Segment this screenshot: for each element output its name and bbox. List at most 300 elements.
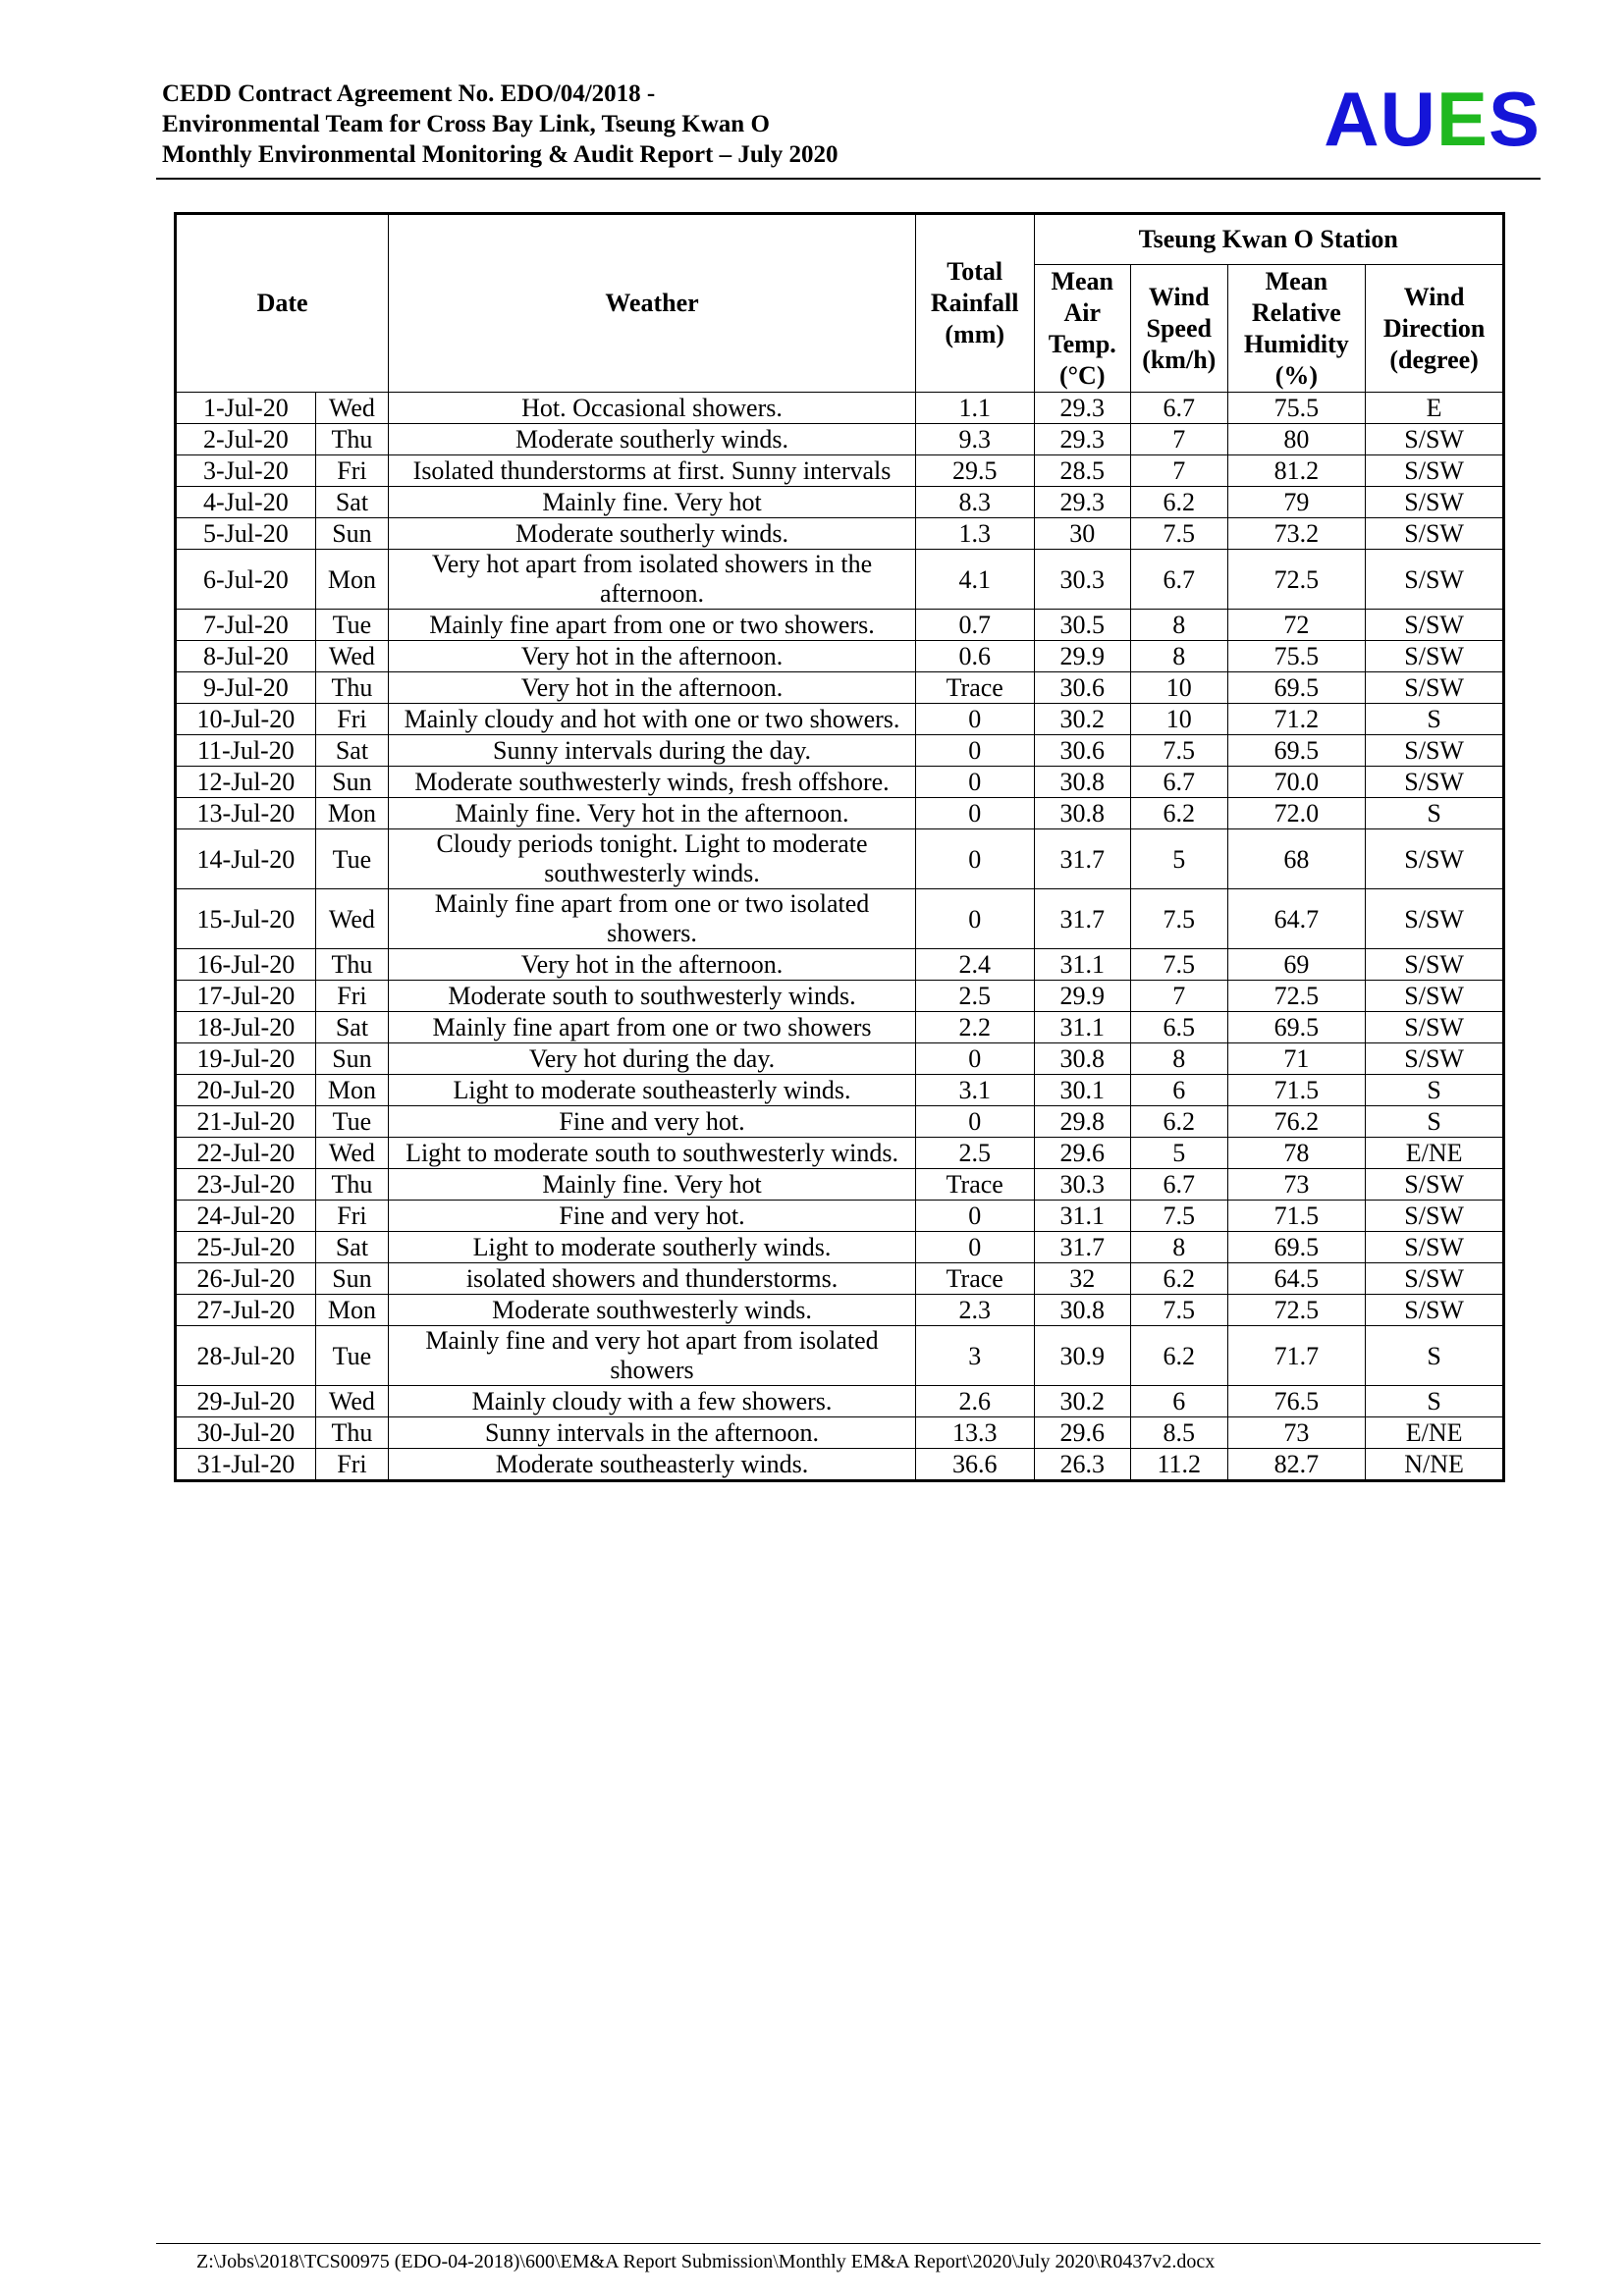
wind-direction-cell: S/SW — [1366, 767, 1504, 798]
wind-direction-cell: S/SW — [1366, 829, 1504, 889]
table-row — [176, 1075, 1504, 1106]
rainfall-cell: Trace — [915, 1263, 1034, 1295]
temp-cell: 31.1 — [1034, 1012, 1131, 1043]
table-row — [176, 1417, 1504, 1449]
humidity-cell: 81.2 — [1227, 455, 1366, 487]
day-cell: Sun — [315, 1043, 388, 1075]
wind-direction-cell: S/SW — [1366, 735, 1504, 767]
date-cell: 10-Jul-20 — [176, 704, 316, 735]
temp-cell: 29.3 — [1034, 487, 1131, 518]
date-cell: 28-Jul-20 — [176, 1326, 316, 1386]
temp-cell: 30.8 — [1034, 798, 1131, 829]
header-line: Wind — [1148, 282, 1210, 311]
humidity-cell: 72.5 — [1227, 550, 1366, 610]
table-row — [176, 641, 1504, 672]
header-line: Temp. — [1048, 329, 1116, 358]
header-line: (°C) — [1059, 360, 1106, 390]
table-row — [176, 1295, 1504, 1326]
date-cell: 3-Jul-20 — [176, 455, 316, 487]
wind-speed-cell: 7.5 — [1131, 1295, 1228, 1326]
date-cell: 18-Jul-20 — [176, 1012, 316, 1043]
wind-speed-cell: 6.7 — [1131, 393, 1228, 424]
weather-cell: isolated showers and thunderstorms. — [389, 1263, 916, 1295]
rainfall-cell: 0 — [915, 704, 1034, 735]
wind-direction-cell: E/NE — [1366, 1417, 1504, 1449]
table-row — [176, 1012, 1504, 1043]
wind-speed-cell: 5 — [1131, 829, 1228, 889]
wind-direction-cell: S — [1366, 798, 1504, 829]
humidity-cell: 71.5 — [1227, 1075, 1366, 1106]
date-cell: 5-Jul-20 — [176, 518, 316, 550]
header-title-block — [162, 79, 838, 170]
wind-speed-cell: 8 — [1131, 641, 1228, 672]
wind-direction-cell: S/SW — [1366, 518, 1504, 550]
logo-letter: E — [1435, 76, 1489, 162]
wind-speed-cell: 8 — [1131, 1232, 1228, 1263]
wind-direction-cell: S/SW — [1366, 672, 1504, 704]
date-cell: 15-Jul-20 — [176, 889, 316, 949]
table-row — [176, 704, 1504, 735]
day-cell: Sat — [315, 735, 388, 767]
table-row — [176, 610, 1504, 641]
humidity-cell: 76.5 — [1227, 1386, 1366, 1417]
temp-cell: 26.3 — [1034, 1449, 1131, 1481]
weather-cell: Mainly fine apart from one or two showers — [389, 1012, 916, 1043]
table-row — [176, 1169, 1504, 1201]
wind-direction-cell: S/SW — [1366, 1295, 1504, 1326]
table-row — [176, 981, 1504, 1012]
humidity-cell: 69.5 — [1227, 672, 1366, 704]
weather-cell: Mainly fine and very hot apart from isolated showers — [389, 1326, 916, 1386]
temp-cell: 30.6 — [1034, 672, 1131, 704]
wind-speed-cell: 7.5 — [1131, 518, 1228, 550]
date-cell: 21-Jul-20 — [176, 1106, 316, 1138]
humidity-cell: 64.5 — [1227, 1263, 1366, 1295]
weather-cell: Mainly cloudy and hot with one or two showers. — [389, 704, 916, 735]
humidity-cell: 78 — [1227, 1138, 1366, 1169]
weather-cell: Moderate southwesterly winds, fresh offshore. — [389, 767, 916, 798]
station-header: Tseung Kwan O Station — [1034, 214, 1504, 265]
day-cell: Thu — [315, 424, 388, 455]
humidity-cell: 72.5 — [1227, 981, 1366, 1012]
temp-cell: 30.6 — [1034, 735, 1131, 767]
rainfall-cell: 0 — [915, 735, 1034, 767]
table-row — [176, 487, 1504, 518]
day-cell: Thu — [315, 672, 388, 704]
logo-letter: U — [1380, 76, 1436, 162]
wind-direction-cell: S/SW — [1366, 949, 1504, 981]
temp-cell: 29.6 — [1034, 1138, 1131, 1169]
temp-cell: 32 — [1034, 1263, 1131, 1295]
date-cell: 8-Jul-20 — [176, 641, 316, 672]
wind-speed-cell: 6.5 — [1131, 1012, 1228, 1043]
table-row — [176, 1106, 1504, 1138]
rainfall-cell: Trace — [915, 1169, 1034, 1201]
date-cell: 7-Jul-20 — [176, 610, 316, 641]
weather-cell: Fine and very hot. — [389, 1201, 916, 1232]
header-line: (km/h) — [1142, 345, 1217, 374]
humidity-cell: 73.2 — [1227, 518, 1366, 550]
weather-cell: Moderate southerly winds. — [389, 424, 916, 455]
humidity-cell: 68 — [1227, 829, 1366, 889]
wind-direction-cell: S/SW — [1366, 1232, 1504, 1263]
table-row — [176, 889, 1504, 949]
humidity-cell: 76.2 — [1227, 1106, 1366, 1138]
weather-cell: Moderate southwesterly winds. — [389, 1295, 916, 1326]
table-row — [176, 455, 1504, 487]
weather-cell: Fine and very hot. — [389, 1106, 916, 1138]
day-cell: Sat — [315, 1012, 388, 1043]
footer-divider — [156, 2243, 1541, 2244]
wind-direction-cell: S — [1366, 1326, 1504, 1386]
weather-cell: Very hot in the afternoon. — [389, 672, 916, 704]
humidity-cell: 72.5 — [1227, 1295, 1366, 1326]
wind-direction-cell: S/SW — [1366, 610, 1504, 641]
day-cell: Wed — [315, 393, 388, 424]
date-cell: 16-Jul-20 — [176, 949, 316, 981]
temp-cell: 29.9 — [1034, 981, 1131, 1012]
date-cell: 19-Jul-20 — [176, 1043, 316, 1075]
table-row — [176, 949, 1504, 981]
rainfall-cell: 0 — [915, 767, 1034, 798]
wind-direction-cell: S/SW — [1366, 1012, 1504, 1043]
rainfall-cell: 3.1 — [915, 1075, 1034, 1106]
humidity-cell: 72.0 — [1227, 798, 1366, 829]
day-cell: Mon — [315, 1295, 388, 1326]
rainfall-cell: 29.5 — [915, 455, 1034, 487]
temp-cell: 30.5 — [1034, 610, 1131, 641]
table-row — [176, 767, 1504, 798]
temp-cell: 30.3 — [1034, 1169, 1131, 1201]
rainfall-cell: 0 — [915, 889, 1034, 949]
header-line: Humidity — [1243, 329, 1349, 358]
weather-cell: Moderate southerly winds. — [389, 518, 916, 550]
rainfall-cell: 0 — [915, 798, 1034, 829]
weather-cell: Cloudy periods tonight. Light to moderate southwesterly winds. — [389, 829, 916, 889]
date-cell: 11-Jul-20 — [176, 735, 316, 767]
humidity-cell: 75.5 — [1227, 641, 1366, 672]
table-row — [176, 1232, 1504, 1263]
page-header — [156, 76, 1541, 177]
day-cell: Wed — [315, 889, 388, 949]
table-row — [176, 424, 1504, 455]
date-cell: 23-Jul-20 — [176, 1169, 316, 1201]
wind-direction-cell: S/SW — [1366, 889, 1504, 949]
weather-cell: Mainly fine. Very hot — [389, 1169, 916, 1201]
wind-direction-cell: S/SW — [1366, 1169, 1504, 1201]
humidity-cell: 73 — [1227, 1417, 1366, 1449]
wind-direction-header — [1366, 265, 1504, 393]
temp-cell: 29.8 — [1034, 1106, 1131, 1138]
wind-speed-cell: 8 — [1131, 1043, 1228, 1075]
table-row — [176, 1138, 1504, 1169]
wind-direction-cell: S — [1366, 1106, 1504, 1138]
rainfall-cell: Trace — [915, 672, 1034, 704]
table-row — [176, 672, 1504, 704]
wind-direction-cell: S/SW — [1366, 1043, 1504, 1075]
wind-direction-cell: E/NE — [1366, 1138, 1504, 1169]
humidity-cell: 69.5 — [1227, 1012, 1366, 1043]
day-cell: Fri — [315, 455, 388, 487]
date-cell: 26-Jul-20 — [176, 1263, 316, 1295]
rainfall-header — [915, 214, 1034, 393]
wind-speed-cell: 6.2 — [1131, 798, 1228, 829]
temp-cell: 29.3 — [1034, 393, 1131, 424]
wind-direction-cell: S/SW — [1366, 487, 1504, 518]
file-path-footer: Z:\Jobs\2018\TCS00975 (EDO-04-2018)\600\EM&A Report Submission\Monthly EM&A Report\2020\July 2020\R0437v2.docx — [196, 2251, 1216, 2272]
day-cell: Wed — [315, 1386, 388, 1417]
humidity-cell: 75.5 — [1227, 393, 1366, 424]
temp-cell: 30.2 — [1034, 1386, 1131, 1417]
header-line: Relative — [1251, 297, 1341, 327]
wind-speed-cell: 7 — [1131, 981, 1228, 1012]
table-row — [176, 1449, 1504, 1481]
rainfall-cell: 3 — [915, 1326, 1034, 1386]
day-cell: Tue — [315, 610, 388, 641]
day-cell: Tue — [315, 1326, 388, 1386]
header-line: Mean — [1265, 266, 1328, 295]
weather-cell: Light to moderate southeasterly winds. — [389, 1075, 916, 1106]
table-row — [176, 735, 1504, 767]
wind-direction-cell: S/SW — [1366, 1263, 1504, 1295]
date-cell: 2-Jul-20 — [176, 424, 316, 455]
rainfall-cell: 0.6 — [915, 641, 1034, 672]
header-line: Total — [947, 257, 1003, 286]
day-cell: Sun — [315, 518, 388, 550]
wind-speed-cell: 6.2 — [1131, 1106, 1228, 1138]
table-row — [176, 1386, 1504, 1417]
rainfall-cell: 0 — [915, 1106, 1034, 1138]
day-cell: Tue — [315, 1106, 388, 1138]
date-cell: 6-Jul-20 — [176, 550, 316, 610]
date-cell: 29-Jul-20 — [176, 1386, 316, 1417]
wind-direction-cell: N/NE — [1366, 1449, 1504, 1481]
date-cell: 1-Jul-20 — [176, 393, 316, 424]
humidity-cell: 82.7 — [1227, 1449, 1366, 1481]
header-line: Air — [1063, 297, 1102, 327]
table-row — [176, 1201, 1504, 1232]
wind-speed-header — [1131, 265, 1228, 393]
rainfall-cell: 0 — [915, 1232, 1034, 1263]
weather-cell: Isolated thunderstorms at first. Sunny intervals — [389, 455, 916, 487]
wind-speed-cell: 7.5 — [1131, 949, 1228, 981]
humidity-cell: 71.2 — [1227, 704, 1366, 735]
table-row — [176, 829, 1504, 889]
rainfall-cell: 2.5 — [915, 981, 1034, 1012]
wind-speed-cell: 6 — [1131, 1075, 1228, 1106]
temp-cell: 30.3 — [1034, 550, 1131, 610]
day-cell: Thu — [315, 1417, 388, 1449]
temp-cell: 30.8 — [1034, 767, 1131, 798]
wind-direction-cell: S/SW — [1366, 981, 1504, 1012]
header-line: Wind — [1403, 282, 1465, 311]
report-line: Monthly Environmental Monitoring & Audit Report – July 2020 — [162, 141, 839, 168]
humidity-cell: 69.5 — [1227, 1232, 1366, 1263]
wind-direction-cell: S — [1366, 1386, 1504, 1417]
project-line: Environmental Team for Cross Bay Link, Tseung Kwan O — [162, 111, 770, 137]
weather-cell: Mainly cloudy with a few showers. — [389, 1386, 916, 1417]
header-line: (mm) — [945, 320, 1005, 348]
wind-speed-cell: 7.5 — [1131, 1201, 1228, 1232]
day-cell: Sun — [315, 767, 388, 798]
day-cell: Fri — [315, 1449, 388, 1481]
wind-speed-cell: 6.2 — [1131, 1263, 1228, 1295]
weather-cell: Very hot apart from isolated showers in the afternoon. — [389, 550, 916, 610]
weather-cell: Very hot in the afternoon. — [389, 641, 916, 672]
temp-header — [1034, 265, 1131, 393]
aues-logo — [1324, 76, 1541, 162]
weather-table-body — [176, 393, 1504, 1481]
weather-cell: Sunny intervals in the afternoon. — [389, 1417, 916, 1449]
header-line: (degree) — [1389, 345, 1479, 374]
temp-cell: 29.9 — [1034, 641, 1131, 672]
day-cell: Wed — [315, 641, 388, 672]
temp-cell: 31.1 — [1034, 1201, 1131, 1232]
header-line: Rainfall — [930, 289, 1019, 317]
temp-cell: 30 — [1034, 518, 1131, 550]
humidity-cell: 79 — [1227, 487, 1366, 518]
date-cell: 12-Jul-20 — [176, 767, 316, 798]
temp-cell: 31.1 — [1034, 949, 1131, 981]
temp-cell: 30.8 — [1034, 1043, 1131, 1075]
date-cell: 17-Jul-20 — [176, 981, 316, 1012]
rainfall-cell: 2.5 — [915, 1138, 1034, 1169]
temp-cell: 30.2 — [1034, 704, 1131, 735]
date-cell: 30-Jul-20 — [176, 1417, 316, 1449]
humidity-cell: 71.7 — [1227, 1326, 1366, 1386]
table-row — [176, 393, 1504, 424]
wind-speed-cell: 10 — [1131, 704, 1228, 735]
date-cell: 4-Jul-20 — [176, 487, 316, 518]
date-cell: 25-Jul-20 — [176, 1232, 316, 1263]
header-line: Mean — [1051, 266, 1114, 295]
table-row — [176, 518, 1504, 550]
wind-speed-cell: 8 — [1131, 610, 1228, 641]
humidity-cell: 80 — [1227, 424, 1366, 455]
rainfall-cell: 1.3 — [915, 518, 1034, 550]
date-cell: 31-Jul-20 — [176, 1449, 316, 1481]
weather-table — [174, 212, 1505, 1482]
day-cell: Mon — [315, 1075, 388, 1106]
contract-line: CEDD Contract Agreement No. EDO/04/2018 - — [162, 80, 656, 107]
day-cell: Sat — [315, 1232, 388, 1263]
table-row — [176, 1263, 1504, 1295]
humidity-cell: 69.5 — [1227, 735, 1366, 767]
humidity-cell: 71.5 — [1227, 1201, 1366, 1232]
rainfall-cell: 9.3 — [915, 424, 1034, 455]
day-cell: Thu — [315, 1169, 388, 1201]
humidity-cell: 71 — [1227, 1043, 1366, 1075]
temp-cell: 31.7 — [1034, 1232, 1131, 1263]
day-cell: Mon — [315, 798, 388, 829]
temp-cell: 29.3 — [1034, 424, 1131, 455]
day-cell: Fri — [315, 704, 388, 735]
rainfall-cell: 4.1 — [915, 550, 1034, 610]
weather-cell: Mainly fine. Very hot — [389, 487, 916, 518]
date-cell: 13-Jul-20 — [176, 798, 316, 829]
weather-cell: Sunny intervals during the day. — [389, 735, 916, 767]
date-cell: 20-Jul-20 — [176, 1075, 316, 1106]
humidity-cell: 69 — [1227, 949, 1366, 981]
table-row — [176, 550, 1504, 610]
temp-cell: 30.8 — [1034, 1295, 1131, 1326]
rainfall-cell: 0.7 — [915, 610, 1034, 641]
logo-letter: S — [1488, 76, 1541, 162]
weather-cell: Moderate southeasterly winds. — [389, 1449, 916, 1481]
rainfall-cell: 0 — [915, 1043, 1034, 1075]
weather-cell: Very hot in the afternoon. — [389, 949, 916, 981]
rainfall-cell: 2.4 — [915, 949, 1034, 981]
rainfall-cell: 8.3 — [915, 487, 1034, 518]
day-cell: Mon — [315, 550, 388, 610]
header-line: (%) — [1274, 360, 1319, 390]
date-header: Date — [176, 214, 389, 393]
humidity-header — [1227, 265, 1366, 393]
wind-speed-cell: 7.5 — [1131, 889, 1228, 949]
header-line: Speed — [1146, 313, 1212, 343]
table-row — [176, 1043, 1504, 1075]
wind-speed-cell: 6.7 — [1131, 767, 1228, 798]
wind-speed-cell: 10 — [1131, 672, 1228, 704]
date-cell: 27-Jul-20 — [176, 1295, 316, 1326]
rainfall-cell: 2.2 — [915, 1012, 1034, 1043]
wind-speed-cell: 6.2 — [1131, 1326, 1228, 1386]
day-cell: Sat — [315, 487, 388, 518]
rainfall-cell: 1.1 — [915, 393, 1034, 424]
weather-cell: Mainly fine apart from one or two showers. — [389, 610, 916, 641]
rainfall-cell: 0 — [915, 1201, 1034, 1232]
wind-direction-cell: S/SW — [1366, 1201, 1504, 1232]
wind-speed-cell: 6.7 — [1131, 1169, 1228, 1201]
weather-cell: Very hot during the day. — [389, 1043, 916, 1075]
date-cell: 9-Jul-20 — [176, 672, 316, 704]
humidity-cell: 72 — [1227, 610, 1366, 641]
wind-speed-cell: 11.2 — [1131, 1449, 1228, 1481]
rainfall-cell: 0 — [915, 829, 1034, 889]
rainfall-cell: 2.6 — [915, 1386, 1034, 1417]
wind-speed-cell: 7.5 — [1131, 735, 1228, 767]
date-cell: 14-Jul-20 — [176, 829, 316, 889]
date-cell: 24-Jul-20 — [176, 1201, 316, 1232]
wind-speed-cell: 7 — [1131, 455, 1228, 487]
day-cell: Tue — [315, 829, 388, 889]
temp-cell: 30.1 — [1034, 1075, 1131, 1106]
header-divider — [156, 178, 1541, 180]
weather-cell: Light to moderate south to southwesterly winds. — [389, 1138, 916, 1169]
header-line: Direction — [1382, 313, 1486, 343]
humidity-cell: 70.0 — [1227, 767, 1366, 798]
temp-cell: 31.7 — [1034, 829, 1131, 889]
wind-direction-cell: S/SW — [1366, 455, 1504, 487]
wind-direction-cell: S/SW — [1366, 424, 1504, 455]
temp-cell: 30.9 — [1034, 1326, 1131, 1386]
date-cell: 22-Jul-20 — [176, 1138, 316, 1169]
weather-cell: Mainly fine apart from one or two isolated showers. — [389, 889, 916, 949]
day-cell: Fri — [315, 1201, 388, 1232]
wind-direction-cell: S — [1366, 704, 1504, 735]
weather-header: Weather — [389, 214, 916, 393]
wind-speed-cell: 7 — [1131, 424, 1228, 455]
table-row — [176, 798, 1504, 829]
logo-letter: A — [1324, 76, 1380, 162]
wind-speed-cell: 6.2 — [1131, 487, 1228, 518]
day-cell: Sun — [315, 1263, 388, 1295]
wind-direction-cell: S — [1366, 1075, 1504, 1106]
humidity-cell: 73 — [1227, 1169, 1366, 1201]
day-cell: Wed — [315, 1138, 388, 1169]
weather-cell: Moderate south to southwesterly winds. — [389, 981, 916, 1012]
day-cell: Fri — [315, 981, 388, 1012]
